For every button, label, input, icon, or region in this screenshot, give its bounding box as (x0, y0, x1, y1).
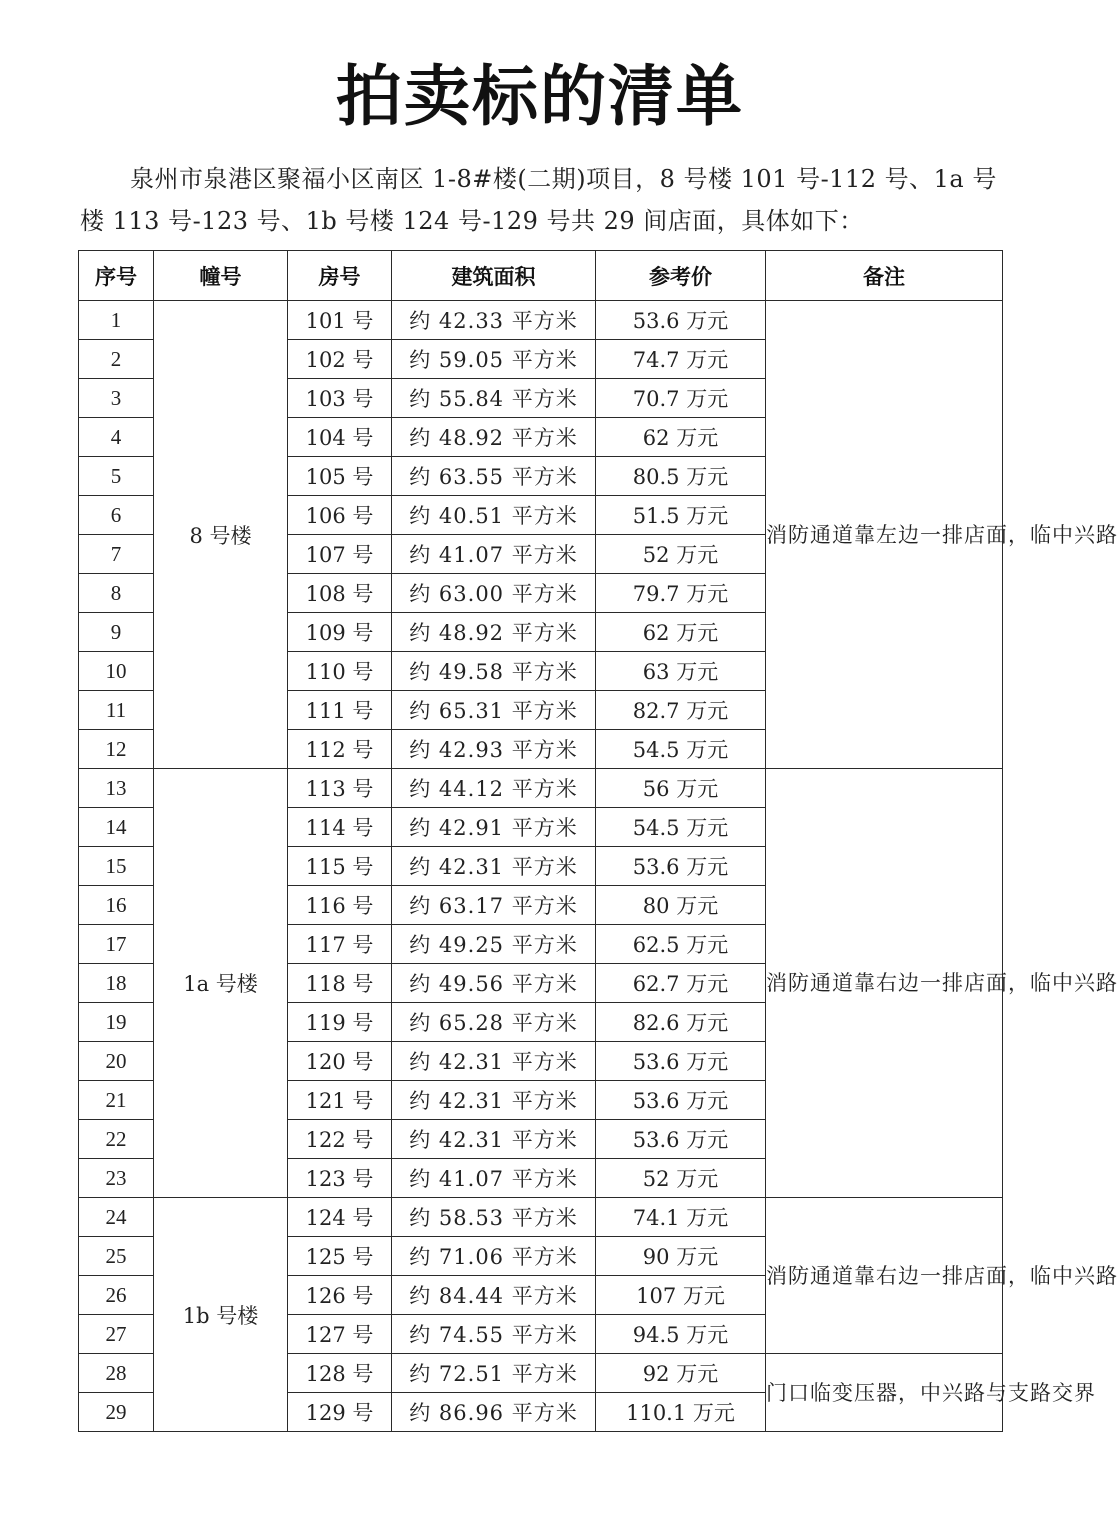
area-cell: 约 59.05 平方米 (392, 340, 596, 379)
seq-cell: 5 (79, 457, 154, 496)
area-cell: 约 44.12 平方米 (392, 769, 596, 808)
room-cell: 116 号 (288, 886, 392, 925)
seq-cell: 25 (79, 1237, 154, 1276)
area-cell: 约 48.92 平方米 (392, 418, 596, 457)
price-cell: 53.6 万元 (596, 1081, 766, 1120)
room-cell: 101 号 (288, 301, 392, 340)
room-cell: 106 号 (288, 496, 392, 535)
area-cell: 约 65.28 平方米 (392, 1003, 596, 1042)
seq-cell: 26 (79, 1276, 154, 1315)
note-cell: 消防通道靠右边一排店面，临中兴路 (766, 1198, 1003, 1354)
price-cell: 82.6 万元 (596, 1003, 766, 1042)
area-cell: 约 41.07 平方米 (392, 535, 596, 574)
room-cell: 105 号 (288, 457, 392, 496)
area-cell: 约 49.56 平方米 (392, 964, 596, 1003)
area-cell: 约 65.31 平方米 (392, 691, 596, 730)
price-cell: 80.5 万元 (596, 457, 766, 496)
area-cell: 约 42.31 平方米 (392, 1081, 596, 1120)
room-cell: 122 号 (288, 1120, 392, 1159)
seq-cell: 10 (79, 652, 154, 691)
seq-cell: 1 (79, 301, 154, 340)
seq-cell: 14 (79, 808, 154, 847)
seq-cell: 2 (79, 340, 154, 379)
price-cell: 54.5 万元 (596, 808, 766, 847)
header-room: 房号 (288, 251, 392, 301)
note-cell: 消防通道靠左边一排店面，临中兴路 (766, 301, 1003, 769)
price-cell: 80 万元 (596, 886, 766, 925)
seq-cell: 28 (79, 1354, 154, 1393)
header-building: 幢号 (154, 251, 288, 301)
price-cell: 94.5 万元 (596, 1315, 766, 1354)
price-cell: 52 万元 (596, 535, 766, 574)
price-cell: 70.7 万元 (596, 379, 766, 418)
area-cell: 约 86.96 平方米 (392, 1393, 596, 1432)
building-cell: 8 号楼 (154, 301, 288, 769)
room-cell: 115 号 (288, 847, 392, 886)
area-cell: 约 40.51 平方米 (392, 496, 596, 535)
intro-paragraph: 泉州市泉港区聚福小区南区 1-8#楼(二期)项目，8 号楼 101 号-112 号、1a 号楼 113 号-123 号、1b 号楼 124 号-129 号共 29 间店面，具体如下： (80, 165, 997, 235)
price-cell: 110.1 万元 (596, 1393, 766, 1432)
room-cell: 121 号 (288, 1081, 392, 1120)
header-seq: 序号 (79, 251, 154, 301)
area-cell: 约 42.91 平方米 (392, 808, 596, 847)
table-header (79, 251, 1003, 301)
price-cell: 92 万元 (596, 1354, 766, 1393)
area-cell: 约 84.44 平方米 (392, 1276, 596, 1315)
room-cell: 119 号 (288, 1003, 392, 1042)
price-cell: 52 万元 (596, 1159, 766, 1198)
price-cell: 53.6 万元 (596, 847, 766, 886)
seq-cell: 18 (79, 964, 154, 1003)
note-cell: 消防通道靠右边一排店面，临中兴路 (766, 769, 1003, 1198)
room-cell: 126 号 (288, 1276, 392, 1315)
seq-cell: 7 (79, 535, 154, 574)
area-cell: 约 42.31 平方米 (392, 1120, 596, 1159)
price-cell: 62 万元 (596, 613, 766, 652)
price-cell: 62 万元 (596, 418, 766, 457)
header-note: 备注 (766, 251, 1003, 301)
seq-cell: 16 (79, 886, 154, 925)
price-cell: 63 万元 (596, 652, 766, 691)
area-cell: 约 42.33 平方米 (392, 301, 596, 340)
seq-cell: 17 (79, 925, 154, 964)
price-cell: 79.7 万元 (596, 574, 766, 613)
area-cell: 约 42.31 平方米 (392, 847, 596, 886)
price-cell: 74.1 万元 (596, 1198, 766, 1237)
price-cell: 56 万元 (596, 769, 766, 808)
area-cell: 约 63.55 平方米 (392, 457, 596, 496)
room-cell: 120 号 (288, 1042, 392, 1081)
area-cell: 约 72.51 平方米 (392, 1354, 596, 1393)
room-cell: 117 号 (288, 925, 392, 964)
price-cell: 90 万元 (596, 1237, 766, 1276)
seq-cell: 24 (79, 1198, 154, 1237)
area-cell: 约 58.53 平方米 (392, 1198, 596, 1237)
seq-cell: 15 (79, 847, 154, 886)
room-cell: 128 号 (288, 1354, 392, 1393)
seq-cell: 9 (79, 613, 154, 652)
seq-cell: 11 (79, 691, 154, 730)
room-cell: 110 号 (288, 652, 392, 691)
table-row (79, 769, 1003, 808)
building-cell: 1b 号楼 (154, 1198, 288, 1432)
seq-cell: 27 (79, 1315, 154, 1354)
table-row (79, 301, 1003, 340)
room-cell: 103 号 (288, 379, 392, 418)
price-cell: 74.7 万元 (596, 340, 766, 379)
area-cell: 约 42.93 平方米 (392, 730, 596, 769)
area-cell: 约 74.55 平方米 (392, 1315, 596, 1354)
seq-cell: 23 (79, 1159, 154, 1198)
room-cell: 112 号 (288, 730, 392, 769)
price-cell: 53.6 万元 (596, 1042, 766, 1081)
area-cell: 约 63.17 平方米 (392, 886, 596, 925)
room-cell: 107 号 (288, 535, 392, 574)
price-cell: 54.5 万元 (596, 730, 766, 769)
table-body (79, 301, 1118, 1432)
room-cell: 124 号 (288, 1198, 392, 1237)
seq-cell: 4 (79, 418, 154, 457)
seq-cell: 29 (79, 1393, 154, 1432)
seq-cell: 3 (79, 379, 154, 418)
price-cell: 82.7 万元 (596, 691, 766, 730)
room-cell: 125 号 (288, 1237, 392, 1276)
price-cell: 107 万元 (596, 1276, 766, 1315)
document-title: 拍卖标的清单 (336, 58, 744, 135)
price-cell: 51.5 万元 (596, 496, 766, 535)
room-cell: 104 号 (288, 418, 392, 457)
area-cell: 约 49.25 平方米 (392, 925, 596, 964)
area-cell: 约 63.00 平方米 (392, 574, 596, 613)
area-cell: 约 55.84 平方米 (392, 379, 596, 418)
price-cell: 62.7 万元 (596, 964, 766, 1003)
price-cell: 62.5 万元 (596, 925, 766, 964)
note-cell: 门口临变压器，中兴路与支路交界 (766, 1354, 1003, 1432)
room-cell: 127 号 (288, 1315, 392, 1354)
seq-cell: 19 (79, 1003, 154, 1042)
area-cell: 约 41.07 平方米 (392, 1159, 596, 1198)
room-cell: 102 号 (288, 340, 392, 379)
room-cell: 109 号 (288, 613, 392, 652)
auction-listing-table (78, 250, 1118, 1432)
seq-cell: 6 (79, 496, 154, 535)
room-cell: 129 号 (288, 1393, 392, 1432)
area-cell: 约 42.31 平方米 (392, 1042, 596, 1081)
seq-cell: 13 (79, 769, 154, 808)
table-row (79, 1198, 1003, 1237)
price-cell: 53.6 万元 (596, 1120, 766, 1159)
header-row (79, 251, 1003, 301)
room-cell: 114 号 (288, 808, 392, 847)
seq-cell: 20 (79, 1042, 154, 1081)
building-cell: 1a 号楼 (154, 769, 288, 1198)
header-price: 参考价 (596, 251, 766, 301)
seq-cell: 21 (79, 1081, 154, 1120)
area-cell: 约 48.92 平方米 (392, 613, 596, 652)
room-cell: 108 号 (288, 574, 392, 613)
area-cell: 约 71.06 平方米 (392, 1237, 596, 1276)
seq-cell: 8 (79, 574, 154, 613)
room-cell: 123 号 (288, 1159, 392, 1198)
price-cell: 53.6 万元 (596, 301, 766, 340)
seq-cell: 12 (79, 730, 154, 769)
seq-cell: 22 (79, 1120, 154, 1159)
area-cell: 约 49.58 平方米 (392, 652, 596, 691)
room-cell: 118 号 (288, 964, 392, 1003)
room-cell: 113 号 (288, 769, 392, 808)
room-cell: 111 号 (288, 691, 392, 730)
header-area: 建筑面积 (392, 251, 596, 301)
